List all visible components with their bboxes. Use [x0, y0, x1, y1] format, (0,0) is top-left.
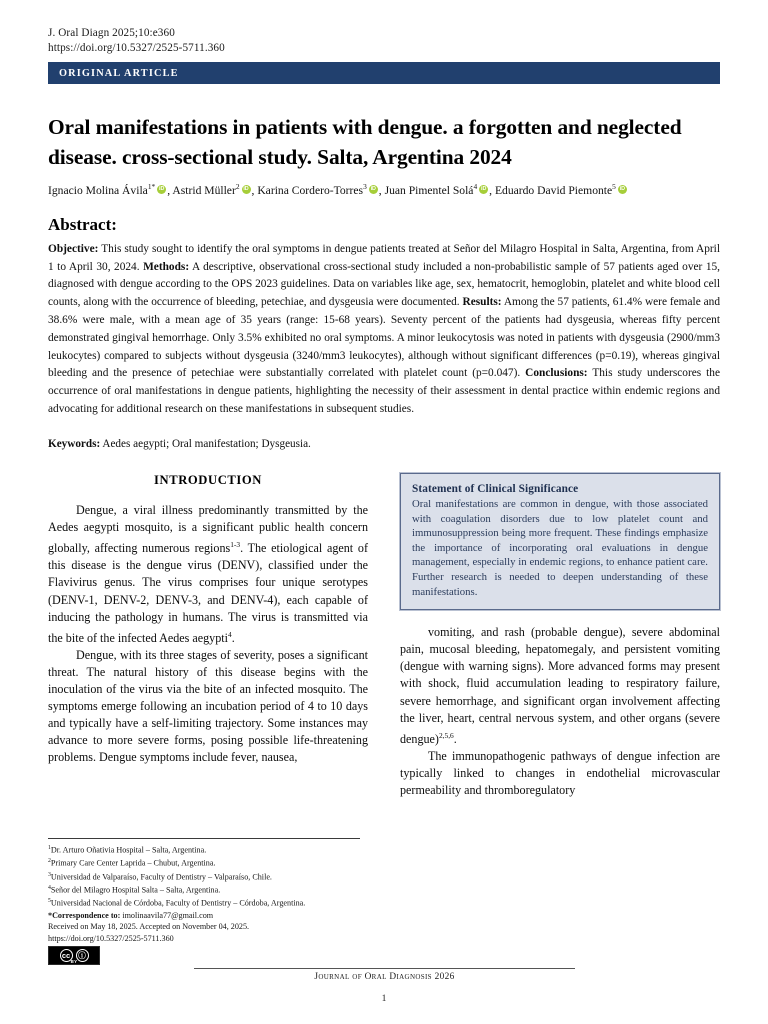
right-column	[400, 473, 720, 799]
citation-marker[interactable]: 2,5,6	[438, 730, 454, 740]
affiliation-marker: 2	[48, 858, 51, 865]
author-name[interactable]: Ignacio Molina Ávila	[48, 183, 148, 197]
orcid-id-icon[interactable]	[479, 185, 488, 194]
abstract-results-label: Results:	[462, 296, 502, 309]
author-name[interactable]: Astrid Müller	[172, 183, 236, 197]
author-name[interactable]: Eduardo David Piemonte	[494, 183, 613, 197]
orcid-id-icon[interactable]	[157, 185, 166, 194]
footer-divider	[194, 968, 575, 969]
abstract-heading: Abstract:	[48, 214, 117, 234]
intro-paragraph-3	[400, 624, 720, 748]
affiliation-item	[48, 883, 448, 896]
abstract-objective-label: Objective:	[48, 242, 99, 255]
cc-icon: cc	[60, 949, 73, 962]
affiliation-text: Dr. Arturo Oñativia Hospital – Salta, Argentina.	[50, 845, 207, 855]
author-separator: ,	[378, 183, 385, 197]
correspondence-label: *Correspondence to:	[48, 910, 121, 920]
intro-p3-part-b: .	[453, 731, 457, 746]
orcid-id-icon[interactable]	[618, 185, 627, 194]
clinical-significance-text: Oral manifestations are common in dengue, with those associated with coagulation disorders due to low platelet count and immunosuppression being more frequent. These findings emphasize the importance of incorporating oral evaluations in dengue management, especially in endemic regions, to enhance patient care. Further research is needed to deepen understanding of these manifestations.	[412, 498, 708, 598]
affiliation-text: Universidad Nacional de Córdoba, Faculty of Dentistry – Córdoba, Argentina.	[50, 898, 306, 908]
citation-marker[interactable]: 1-3	[230, 540, 241, 550]
author-name[interactable]: Juan Pimentel Solá	[384, 183, 474, 197]
affiliation-item	[48, 856, 448, 869]
affiliation-text: Universidad de Valparaíso, Faculty of Dentistry – Valparaíso, Chile.	[50, 872, 272, 882]
article-type-banner	[48, 62, 720, 84]
abstract-results-text: Among the 57 patients, 61.4% were female and 38.6% were male, with a mean age of 35 years (range: 15-68 years). Seventy percent of the patients had dysgeusia, whereas fifty percent demonstrated gingival hemorrhage. Only 3.5% exhibited no oral symptoms. A minor leukocytosis was noted in patients with dysgeusia (2900/mm3 leukocytes) compared to subjects without dysgeusia (3240/mm3 leukocytes), although without significant differences (p=0.19), whereas gingival bleeding and the presence of petechiae were substantially correlated with platelet count (p=0.047).	[48, 296, 720, 380]
creative-commons-by-badge[interactable]	[48, 946, 100, 965]
author-name[interactable]: Karina Cordero-Torres	[257, 183, 364, 197]
correspondence-email[interactable]: imolinaavila77@gmail.com	[120, 910, 214, 920]
footnotes-block	[48, 843, 448, 944]
intro-p1-part-b: . The etiological agent of this disease is the dengue virus (DENV), classified under the Flavivirus genus. The virus comprises four unique serotypes (DENV-1, DENV-2, DENV-3, and DENV-4), each capable of inducing the pathology in humans. The virus is transmitted via the bite of the infected Aedes aegypti	[48, 541, 368, 645]
citation-marker[interactable]: 4	[228, 629, 232, 639]
keywords-label: Keywords:	[48, 437, 101, 450]
person-icon: ⓘ	[76, 949, 89, 962]
orcid-id-icon[interactable]	[369, 185, 378, 194]
article-type-label: ORIGINAL ARTICLE	[59, 67, 179, 79]
author-affiliation-marker: 4	[473, 182, 478, 191]
cc-by-label: BY	[70, 959, 78, 964]
author-affiliation-marker: 5	[612, 182, 616, 191]
author-separator: ,	[489, 183, 495, 197]
orcid-id-icon[interactable]	[242, 185, 251, 194]
correspondence-line	[48, 910, 448, 922]
author-affiliation-marker: 1*	[147, 182, 156, 191]
abstract-body	[48, 241, 720, 419]
affiliation-item	[48, 896, 448, 909]
intro-p1-part-a: Dengue, a viral illness predominantly transmitted by the Aedes aegypti mosquito, is a significant public health concern globally, affecting numerous regions	[48, 503, 368, 556]
intro-p1-part-c: .	[231, 630, 235, 645]
journal-citation: J. Oral Diagn 2025;10:e360	[48, 27, 175, 39]
received-accepted-dates: Received on May 18, 2025. Accepted on November 04, 2025.	[48, 922, 250, 932]
footer-journal-name: Journal of Oral Diagnosis 2026	[314, 972, 455, 982]
abstract-methods-text: A descriptive, observational cross-sectional study included a non-probabilistic sample of 57 patients aged over 15, diagnosed with dengue according to the OPS 2023 guidelines. Data on variables like age, sex, hematocrit, hemoglobin, platelet and white blood cell counts, along with the occurrence of bleeding, petechiae, and dysgeusia were documented.	[48, 260, 720, 309]
left-column	[48, 473, 368, 766]
intro-p3-part-a: vomiting, and rash (probable dengue), severe abdominal pain, mucosal bleeding, hepatomegaly, and persistent vomiting (dengue with warning signs). More advanced forms may present with shock, fluid accumulation leading to respiratory failure, severe hemorrhage, and significant organ involvement affecting the liver, heart, central nervous system, and other organs (severe dengue)	[400, 625, 720, 746]
clinical-significance-title: Statement of Clinical Significance	[412, 483, 579, 495]
clinical-significance-box	[400, 473, 720, 610]
doi-link[interactable]: https://doi.org/10.5327/2525-5711.360	[48, 41, 225, 54]
affiliation-marker: 5	[48, 898, 51, 905]
author-list	[48, 179, 720, 199]
author-separator: ,	[167, 183, 173, 197]
footnote-doi-link[interactable]: https://doi.org/10.5327/2525-5711.360	[48, 933, 174, 943]
author-affiliation-marker: 2	[235, 182, 240, 191]
affiliation-marker: 4	[48, 884, 51, 891]
abstract-methods-label: Methods:	[143, 260, 190, 273]
intro-paragraph-2: Dengue, with its three stages of severity, poses a significant threat. The natural history of this disease begins with the inoculation of the virus via the bite of an infected mosquito. The symptoms emerge following an incubation period of 4 to 10 days and typically have a self-limiting trajectory. Some instances may advance to more severe forms, posing possible life-threatening problems. Dengue symptoms include fever, nausea,	[48, 647, 368, 765]
abstract-conclusions-label: Conclusions:	[525, 367, 588, 380]
affiliation-text: Señor del Milagro Hospital Salta – Salta, Argentina.	[50, 885, 221, 895]
intro-paragraph-4: The immunopathogenic pathways of dengue infection are typically linked to changes in endothelial microvascular permeability and thromboregulatory	[400, 748, 720, 798]
author-affiliation-marker: 3	[363, 182, 367, 191]
keywords-line	[48, 436, 720, 452]
abstract-conclusions-text: This study underscores the occurrence of oral manifestations in dengue patients, highlighting the necessity of their assessment in dental practice within endemic regions and advocating for additional research on these manifestations in subsequent studies.	[48, 367, 720, 416]
journal-reference-block	[48, 26, 720, 55]
article-title: Oral manifestations in patients with dengue. a forgotten and neglected disease. cross-sectional study. Salta, Argentina 2024	[48, 115, 682, 169]
affiliation-marker: 3	[48, 871, 51, 878]
page-number: 1	[381, 993, 387, 1004]
keywords-text: Aedes aegypti; Oral manifestation; Dysgeusia.	[100, 437, 311, 450]
introduction-heading: INTRODUCTION	[154, 473, 262, 487]
author-separator: ,	[251, 183, 258, 197]
body-columns	[48, 473, 720, 818]
intro-paragraph-1	[48, 502, 368, 647]
affiliation-item	[48, 843, 448, 856]
affiliation-text: Primary Care Center Laprida – Chubut, Argentina.	[50, 859, 216, 869]
footnote-divider	[48, 838, 360, 839]
abstract-objective-text: This study sought to identify the oral symptoms in dengue patients treated at Señor del Milagro Hospital in Salta, Argentina, from April 1 to April 30, 2024.	[48, 242, 720, 273]
affiliation-marker: 1	[48, 845, 51, 851]
affiliation-item	[48, 870, 448, 883]
